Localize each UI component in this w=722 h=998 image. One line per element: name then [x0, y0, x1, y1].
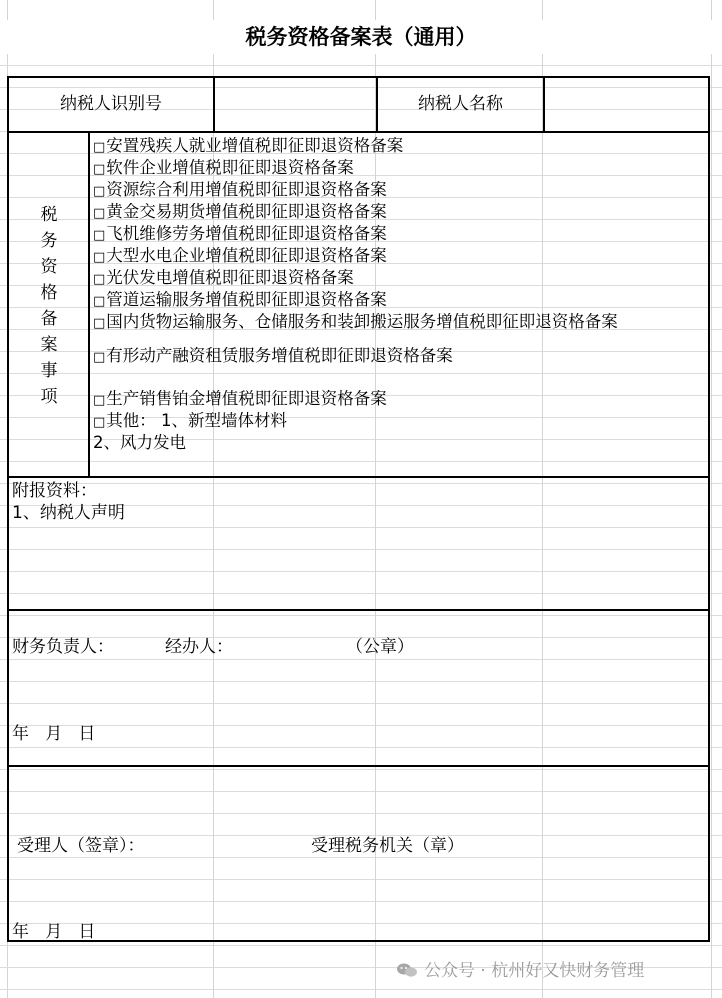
- filing-item-domestic-logistics[interactable]: [93, 311, 618, 335]
- filing-item-label: 国内货物运输服务、仓储服务和装卸搬运服务增值税即征即退资格备案: [106, 312, 618, 331]
- filing-items-label: [9, 202, 89, 410]
- checkbox-icon[interactable]: □: [93, 415, 106, 430]
- company-seal-label: （公章）: [346, 637, 414, 657]
- filing-item-label: 生产销售铂金增值税即征即退资格备案: [106, 389, 387, 408]
- checkbox-icon[interactable]: □: [93, 162, 106, 177]
- filing-item-gold-futures[interactable]: [93, 201, 387, 225]
- filing-item-platinum[interactable]: [93, 388, 387, 412]
- checkbox-icon[interactable]: □: [93, 272, 106, 287]
- filing-item-label: 其他： 1、新型墙体材料: [106, 411, 288, 430]
- label-char: 务: [40, 231, 58, 251]
- watermark-text: 公众号 · 杭州好又快财务管理: [424, 961, 645, 981]
- filing-item-label: 光伏发电增值税即征即退资格备案: [106, 268, 354, 287]
- filing-item-software[interactable]: [93, 157, 354, 181]
- filing-item-label: 安置残疾人就业增值税即征即退资格备案: [106, 136, 404, 155]
- label-char: 备: [40, 309, 58, 329]
- checkbox-icon[interactable]: □: [93, 140, 106, 155]
- filing-item-label: 有形动产融资租赁服务增值税即征即退资格备案: [106, 346, 453, 365]
- page-title: 税务资格备案表（通用）: [0, 20, 722, 54]
- filing-item-label: 管道运输服务增值税即征即退资格备案: [106, 290, 387, 309]
- filing-item-label: 飞机维修劳务增值税即征即退资格备案: [106, 224, 387, 243]
- label-char: 事: [40, 361, 58, 381]
- checkbox-icon[interactable]: □: [93, 294, 106, 309]
- filing-item-hydropower[interactable]: [93, 245, 387, 269]
- label-char: 税: [40, 205, 58, 225]
- filing-item-label: 大型水电企业增值税即征即退资格备案: [106, 246, 387, 265]
- label-char: 资: [40, 257, 58, 277]
- checkbox-icon[interactable]: □: [93, 250, 106, 265]
- checkbox-icon[interactable]: □: [93, 316, 106, 331]
- label-char: 项: [40, 387, 58, 407]
- filing-item-aircraft-maintenance[interactable]: [93, 223, 387, 247]
- receiver-label: 受理人（签章）：: [17, 836, 145, 856]
- filing-item-label: 黄金交易期货增值税即征即退资格备案: [106, 202, 387, 221]
- attachment-item: 1、纳税人声明: [12, 503, 125, 523]
- checkbox-icon[interactable]: □: [93, 206, 106, 221]
- filing-item-label: 资源综合利用增值税即征即退资格备案: [106, 180, 387, 199]
- taxpayer-name-label: 纳税人名称: [418, 94, 503, 114]
- handler-label: 经办人：: [165, 637, 233, 657]
- label-char: 案: [40, 335, 58, 355]
- checkbox-icon[interactable]: □: [93, 228, 106, 243]
- filing-item-label: 软件企业增值税即征即退资格备案: [106, 158, 354, 177]
- filing-item-finance-leasing[interactable]: [93, 345, 453, 369]
- attachments-label: 附报资料：: [12, 481, 97, 501]
- watermark: [396, 956, 644, 981]
- tax-office-label: 受理税务机关（章）: [311, 836, 464, 856]
- acceptance-date: 年 月 日: [12, 922, 96, 942]
- checkbox-icon[interactable]: □: [93, 393, 106, 408]
- filing-item-disabled-employment[interactable]: [93, 135, 403, 159]
- filing-item-other-line2: 2、风力发电: [93, 433, 186, 452]
- finance-head-label: 财务负责人：: [12, 637, 114, 657]
- filing-item-resource-utilization[interactable]: [93, 179, 387, 203]
- taxpayer-id-label: 纳税人识别号: [60, 94, 162, 114]
- filing-item-pipeline-transport[interactable]: [93, 289, 387, 313]
- filing-item-photovoltaic[interactable]: [93, 267, 354, 291]
- wechat-icon: [396, 962, 418, 978]
- signature-date: 年 月 日: [12, 724, 96, 744]
- filing-item-other[interactable]: [93, 410, 287, 434]
- label-char: 格: [40, 283, 58, 303]
- filing-form: [7, 76, 710, 942]
- checkbox-icon[interactable]: □: [93, 184, 106, 199]
- checkbox-icon[interactable]: □: [93, 350, 106, 365]
